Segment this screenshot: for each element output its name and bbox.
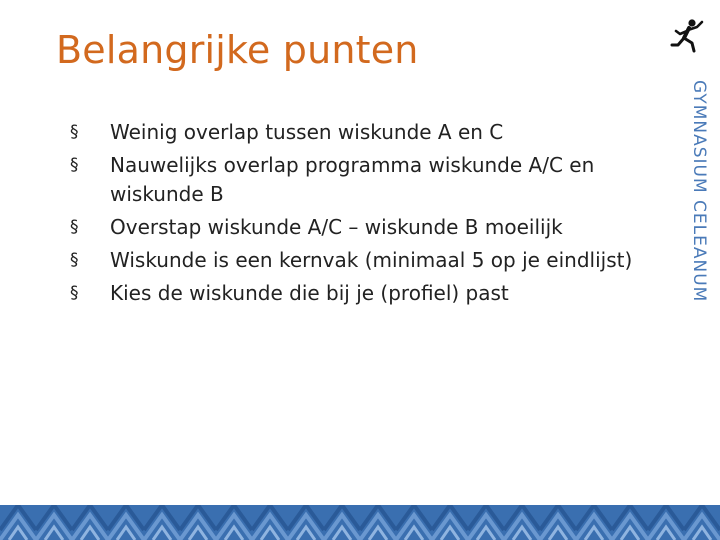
- bullet-marker: §: [70, 122, 79, 142]
- bullet-text: Nauwelijks overlap programma wiskunde A/C en wiskunde B: [110, 153, 595, 206]
- bullet-list: [70, 118, 650, 312]
- bullet-marker: §: [70, 250, 79, 270]
- bullet-item: [70, 151, 650, 209]
- bullet-text: Overstap wiskunde A/C – wiskunde B moeilijk: [110, 215, 563, 239]
- decorative-band: [0, 505, 720, 540]
- bullet-item: [70, 118, 650, 147]
- logo-text: GYMNASIUM CELEANUM: [689, 80, 709, 303]
- slide-title: Belangrijke punten: [56, 28, 419, 72]
- bullet-item: [70, 279, 650, 308]
- bullet-marker: §: [70, 217, 79, 237]
- bullet-text: Weinig overlap tussen wiskunde A en C: [110, 120, 504, 144]
- bullet-marker: §: [70, 283, 79, 303]
- bullet-text: Kies de wiskunde die bij je (profiel) past: [110, 281, 509, 305]
- bullet-item: [70, 213, 650, 242]
- school-logo: [666, 18, 710, 303]
- runner-icon: [670, 18, 706, 54]
- bullet-text: Wiskunde is een kernvak (minimaal 5 op je eindlijst): [110, 248, 633, 272]
- bullet-item: [70, 246, 650, 275]
- bullet-marker: §: [70, 155, 79, 175]
